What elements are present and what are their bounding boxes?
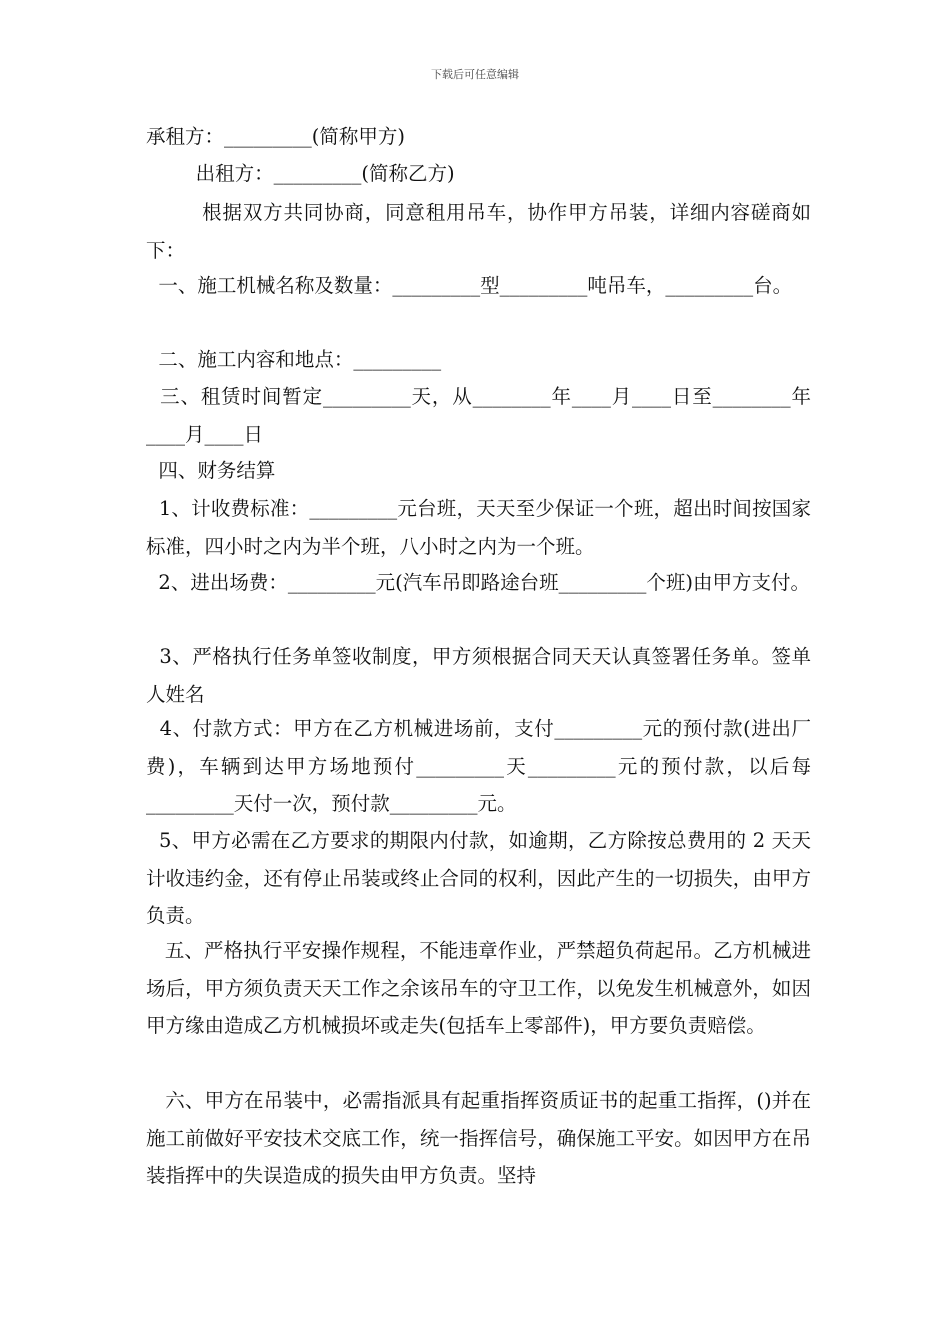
clause-3-lease-period: 三、租赁时间暂定_________天，从________年____月____日至________年____月____日 [146,385,811,446]
clause-4-5-late-payment: 5、甲方必需在乙方要求的期限内付款，如逾期，乙方除按总费用的 2 天天计收违约金，还有停止吊装或终止合同的权利，因此产生的一切损失，由甲方负责。 [146,829,811,927]
lessee-line: 承租方：_________(简称甲方) [146,125,405,148]
lessor-line: 出租方：_________(简称乙方) [146,162,455,185]
clause-6-hoisting: 六、甲方在吊装中，必需指派具有起重指挥资质证书的起重工指挥，()并在施工前做好平安技术交底工作，统一指挥信号，确保施工平安。如因甲方在吊装指挥中的失误造成的损失由甲方负责。坚持 [146,1089,811,1187]
clause-4-financial: 四、财务结算 [146,459,276,482]
intro-paragraph: 根据双方共同协商，同意租用吊车，协作甲方吊装，详细内容磋商如下： [146,201,811,262]
clause-4-2-entry-fee: 2、进出场费：_________元(汽车吊即路途台班_________个班)由甲方支付。 [146,571,811,594]
clause-1-machinery: 一、施工机械名称及数量：_________型_________吨吊车，_________台。 [146,274,793,297]
clause-4-1-fee-standard: 1、计收费标准：_________元台班，天天至少保证一个班，超出时间按国家标准，四小时之内为半个班，八小时之内为一个班。 [146,497,811,558]
clause-2-content-location: 二、施工内容和地点：_________ [146,348,442,371]
clause-4-3-task-order: 3、严格执行任务单签收制度，甲方须根据合同天天认真签署任务单。签单人姓名 [146,645,811,706]
clause-4-4-payment: 4、付款方式：甲方在乙方机械进场前，支付_________元的预付款(进出厂费)，车辆到达甲方场地预付_________天_________元的预付款，以后每_________天付一次，预付款_________元。 [146,717,812,815]
clause-5-safety: 五、严格执行平安操作规程，不能违章作业，严禁超负荷起吊。乙方机械进场后，甲方须负责天天工作之余该吊车的守卫工作，以免发生机械意外，如因甲方缘由造成乙方机械损坏或走失(包括车上零部件)，甲方要负责赔偿。 [146,939,811,1037]
page-header: 下载后可任意编辑 [431,68,519,81]
